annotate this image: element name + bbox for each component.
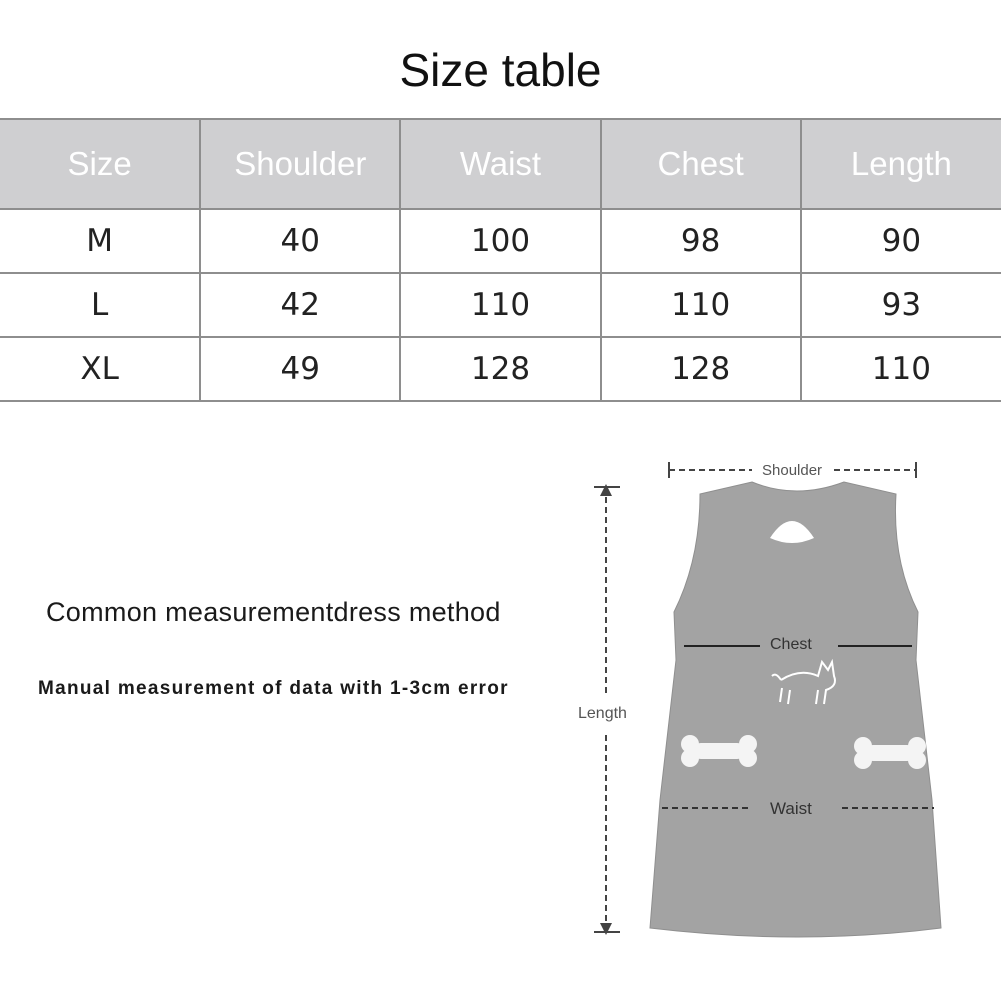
cell-chest: 128 bbox=[601, 337, 801, 401]
length-arrow-top bbox=[600, 484, 612, 496]
cell-shoulder: 42 bbox=[200, 273, 400, 337]
cell-chest: 98 bbox=[601, 209, 801, 273]
cell-shoulder: 49 bbox=[200, 337, 400, 401]
garment-shape bbox=[650, 482, 941, 937]
cell-waist: 110 bbox=[400, 273, 600, 337]
header-chest: Chest bbox=[601, 119, 801, 209]
header-waist: Waist bbox=[400, 119, 600, 209]
method-note: Manual measurement of data with 1-3cm error bbox=[38, 678, 509, 699]
length-label: Length bbox=[578, 705, 627, 722]
cell-size: XL bbox=[0, 337, 200, 401]
header-shoulder: Shoulder bbox=[200, 119, 400, 209]
cell-size: L bbox=[0, 273, 200, 337]
chest-label: Chest bbox=[770, 636, 812, 653]
header-size: Size bbox=[0, 119, 200, 209]
cell-length: 93 bbox=[801, 273, 1001, 337]
cell-waist: 100 bbox=[400, 209, 600, 273]
cell-size: M bbox=[0, 209, 200, 273]
cell-length: 90 bbox=[801, 209, 1001, 273]
waist-label: Waist bbox=[770, 799, 812, 818]
length-arrow-bottom bbox=[600, 923, 612, 935]
page-title: Size table bbox=[399, 44, 602, 96]
cell-waist: 128 bbox=[400, 337, 600, 401]
header-length: Length bbox=[801, 119, 1001, 209]
method-title: Common measurementdress method bbox=[46, 597, 501, 627]
cell-chest: 110 bbox=[601, 273, 801, 337]
shoulder-label: Shoulder bbox=[762, 462, 823, 479]
cell-length: 110 bbox=[801, 337, 1001, 401]
cell-shoulder: 40 bbox=[200, 209, 400, 273]
